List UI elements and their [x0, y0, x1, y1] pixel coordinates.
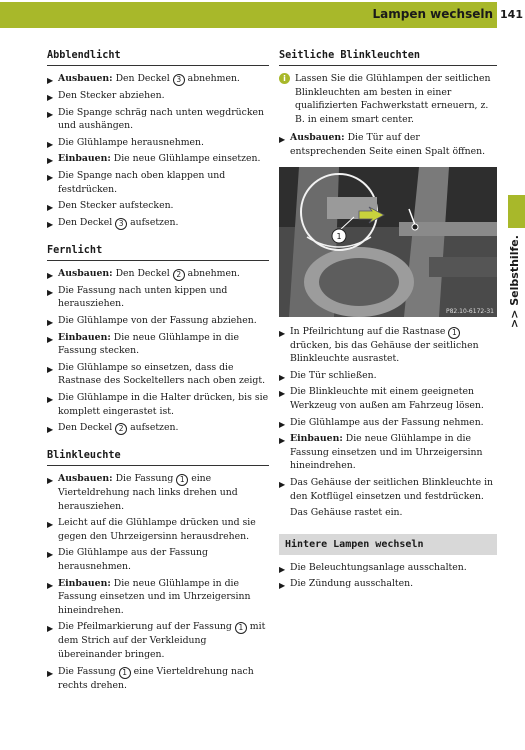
list-item: [47, 577, 269, 618]
list-item: [279, 325, 497, 366]
step-text: aufsetzen.: [127, 216, 179, 228]
step-text: Den Deckel: [112, 73, 173, 84]
bullet-triangle-icon: ▶: [47, 93, 54, 102]
callout-number: 2: [173, 269, 185, 281]
heading-hintere-lampen: Hintere Lampen wechseln: [279, 534, 497, 555]
list-item: [47, 152, 269, 166]
list-item: [47, 665, 269, 693]
step-text: Den Deckel: [58, 216, 116, 228]
step-text: Den Stecker aufstecken.: [58, 200, 174, 212]
list-seitliche-after: [279, 325, 497, 504]
list-item: [47, 516, 269, 543]
heading-fernlicht: Fernlicht: [47, 245, 269, 261]
side-accent-block: [508, 195, 525, 228]
list-item: [47, 620, 269, 661]
step-text: eine Vierteldrehung nach links drehen und herausziehen.: [58, 473, 238, 512]
step-text: Die Tür auf der entsprechenden Seite einen Spalt öffnen.: [290, 132, 486, 157]
photo-callout: 1: [336, 231, 342, 241]
step-text: Den Deckel: [112, 267, 173, 279]
photo-code: P82.10-6172-31: [445, 307, 494, 315]
list-item: [47, 89, 269, 103]
page-number: 141: [500, 8, 523, 21]
bullet-triangle-icon: ▶: [47, 219, 54, 229]
bullet-triangle-icon: ▶: [279, 436, 286, 446]
callout-number: 3: [173, 74, 185, 86]
list-item: [47, 284, 269, 311]
step-text: mit dem Strich auf der Verkleidung übereinander bringen.: [58, 621, 266, 661]
list-item: [47, 331, 269, 358]
bullet-triangle-icon: ▶: [47, 334, 54, 344]
bullet-triangle-icon: ▶: [47, 624, 54, 634]
step-text: Einbauen:: [290, 433, 343, 445]
step-text: Ausbauen:: [290, 132, 345, 144]
list-item: [279, 577, 497, 591]
bullet-triangle-icon: ▶: [47, 270, 54, 280]
bullet-triangle-icon: ▶: [279, 372, 286, 382]
info-note: [279, 72, 497, 126]
bullet-triangle-icon: ▶: [47, 520, 54, 530]
step-text: Leicht auf die Glühlampe drücken und sie gegen den Uhrzeigersinn herausdrehen.: [58, 517, 256, 542]
step-text: Ausbauen:: [58, 473, 113, 485]
heading-seitliche-blinkleuchten: Seitliche Blinkleuchten: [279, 50, 497, 66]
bullet-triangle-icon: ▶: [47, 109, 54, 119]
page-title: Lampen wechseln: [372, 7, 493, 21]
bullet-triangle-icon: ▶: [279, 564, 286, 574]
step-text: Die Beleuchtungsanlage ausschalten.: [290, 561, 467, 573]
step-text: Die Pfeilmarkierung auf der Fassung: [58, 621, 235, 633]
step-text: Die Fassung nach unten kippen und herausziehen.: [58, 284, 228, 310]
callout-number: 3: [115, 218, 127, 230]
step-text: Die Glühlampe so einsetzen, dass die Rastnase des Sockeltellers nach oben zeigt.: [58, 361, 266, 387]
list-item: [279, 385, 497, 412]
bullet-triangle-icon: ▶: [47, 317, 54, 327]
step-text: abnehmen.: [184, 267, 240, 279]
step-text: Den Stecker abziehen.: [58, 90, 165, 101]
list-item: [279, 369, 497, 383]
step-text: Die Fassung: [112, 473, 177, 485]
callout-number: 1: [235, 622, 247, 634]
step-text: Die Glühlampe in die Halter drücken, bis sie komplett eingerastet ist.: [58, 391, 269, 417]
bullet-triangle-icon: ▶: [279, 581, 286, 591]
list-item: [47, 199, 269, 213]
list-item: [47, 472, 269, 513]
step-text: eine Vierteldrehung nach rechts drehen.: [58, 665, 254, 691]
step-text: Die Glühlampe aus der Fassung nehmen.: [290, 416, 484, 428]
info-note-text: Lassen Sie die Glühlampen der seitlichen Blinkleuchten am besten in einer qualifizierten Fachwerkstatt erneuern, z. B. in einem smart center.: [295, 73, 491, 125]
left-column: [47, 50, 269, 695]
door-illustration: [279, 167, 497, 317]
bullet-triangle-icon: ▶: [47, 425, 54, 435]
bullet-triangle-icon: ▶: [47, 364, 54, 374]
step-text: Einbauen:: [58, 153, 111, 165]
list-item: [279, 561, 497, 575]
step-text: Die neue Glühlampe in die Fassung stecken.: [58, 331, 240, 357]
side-tab-label: >> Selbsthilfe.: [508, 235, 521, 328]
bullet-triangle-icon: ▶: [47, 76, 54, 85]
callout-number: 1: [119, 667, 131, 679]
section-side-tab: [500, 235, 525, 330]
step-text: Die Spange nach oben klappen und festdrücken.: [58, 169, 226, 195]
step-text: Die Glühlampe von der Fassung abziehen.: [58, 314, 257, 326]
step-text: Einbauen:: [58, 331, 111, 343]
bullet-triangle-icon: ▶: [47, 394, 54, 404]
step-text: Die Blinkleuchte mit einem geeigneten Werkzeug von außen am Fahrzeug lösen.: [290, 386, 484, 411]
step-text: Das Gehäuse der seitlichen Blinkleuchte in den Kotflügel einsetzen und festdrücken.: [290, 476, 494, 502]
list-item: [47, 72, 269, 86]
list-abblendlicht: [47, 72, 269, 230]
bullet-triangle-icon: ▶: [279, 479, 286, 489]
step-text: Die Tür schließen.: [290, 369, 377, 381]
list-item: [279, 416, 497, 430]
after-note: Das Gehäuse rastet ein.: [290, 507, 403, 519]
list-item: [47, 546, 269, 573]
list-item: [47, 267, 269, 281]
list-item: [47, 216, 269, 230]
list-item: [47, 106, 269, 133]
step-text: abnehmen.: [184, 73, 240, 84]
step-text: Die Zündung ausschalten.: [290, 578, 414, 590]
list-item: [279, 432, 497, 473]
step-text: Die Spange schräg nach unten wegdrücken und aushängen.: [58, 106, 264, 132]
step-text: aufsetzen.: [127, 422, 179, 434]
step-text: Die Glühlampe aus der Fassung herausnehmen.: [58, 547, 208, 573]
door-photo: [279, 167, 497, 317]
step-text: In Pfeilrichtung auf die Rastnase: [290, 325, 449, 337]
info-icon: i: [279, 73, 290, 84]
bullet-triangle-icon: ▶: [47, 139, 54, 149]
step-text: Die Fassung: [58, 665, 119, 677]
right-column: [279, 50, 497, 594]
step-text: Ausbauen:: [58, 267, 113, 279]
list-item: [47, 169, 269, 196]
page-header: [0, 0, 525, 30]
list-item: [47, 361, 269, 388]
step-text: Die Glühlampe herausnehmen.: [58, 136, 204, 148]
list-item: [47, 314, 269, 328]
list-item: [279, 131, 497, 158]
bullet-triangle-icon: ▶: [279, 135, 286, 145]
bullet-triangle-icon: ▶: [47, 668, 54, 678]
bullet-triangle-icon: ▶: [279, 419, 286, 429]
bullet-triangle-icon: ▶: [47, 580, 54, 590]
step-text: Die neue Glühlampe in die Fassung einsetzen und im Uhrzeigersinn hineindrehen.: [58, 577, 251, 616]
step-text: Einbauen:: [58, 577, 111, 589]
list-fernlicht: [47, 267, 269, 435]
step-text: Die neue Glühlampe einsetzen.: [110, 153, 261, 165]
list-seitliche-before: [279, 131, 497, 158]
step-text: Ausbauen:: [58, 73, 113, 84]
list-hintere: [279, 561, 497, 591]
step-text: Die neue Glühlampe in die Fassung einsetzen und im Uhrzeigersinn hineindrehen.: [290, 433, 483, 472]
bullet-triangle-icon: ▶: [47, 156, 54, 166]
step-text: Den Deckel: [58, 422, 116, 434]
callout-number: 1: [448, 327, 460, 339]
list-blinkleuchte: [47, 472, 269, 692]
list-item: [47, 421, 269, 435]
heading-blinkleuchte: Blinkleuchte: [47, 450, 269, 466]
bullet-triangle-icon: ▶: [279, 389, 286, 399]
list-item: [279, 476, 497, 503]
callout-number: 1: [176, 474, 188, 486]
bullet-triangle-icon: ▶: [47, 476, 54, 486]
callout-number: 2: [115, 423, 127, 435]
bullet-triangle-icon: ▶: [279, 328, 286, 338]
list-item: [47, 391, 269, 418]
bullet-triangle-icon: ▶: [47, 203, 54, 213]
bullet-triangle-icon: ▶: [47, 172, 54, 182]
heading-abblendlicht: Abblendlicht: [47, 50, 269, 66]
step-text: drücken, bis das Gehäuse der seitlichen Blinkleuchte ausrastet.: [290, 339, 479, 365]
bullet-triangle-icon: ▶: [47, 550, 54, 560]
list-item: [47, 136, 269, 150]
bullet-triangle-icon: ▶: [47, 287, 54, 297]
